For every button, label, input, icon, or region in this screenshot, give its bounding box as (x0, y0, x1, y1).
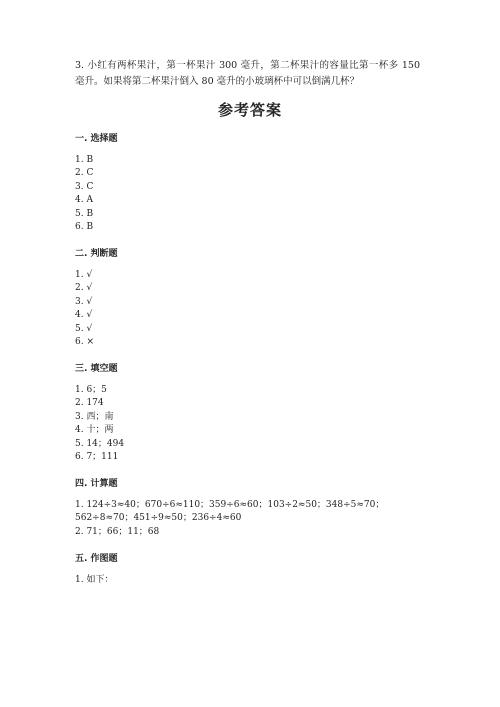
choice-answer-2: 2. C (75, 168, 94, 179)
judge-answer-2: 2. √ (75, 283, 93, 294)
choice-answer-1: 1. B (75, 155, 94, 165)
section-heading-calc: 四. 计算题 (75, 479, 118, 489)
section-heading-fill: 三. 填空题 (75, 364, 118, 374)
fill-answer-list (75, 384, 124, 464)
choice-answer-5: 5. B (75, 208, 94, 219)
judge-answer-5: 5. √ (75, 323, 93, 334)
fill-answer-2: 2. 174 (75, 398, 104, 409)
section-heading-choice: 一. 选择题 (75, 134, 118, 144)
judge-answer-1: 1. √ (75, 270, 93, 280)
section-heading-draw: 五. 作图题 (75, 554, 118, 564)
calc-answer-list (75, 499, 425, 539)
choice-answer-6: 6. B (75, 222, 94, 233)
fill-answer-6: 6. 7；111 (75, 452, 119, 463)
fill-answer-3: 3. 西；南 (75, 411, 114, 422)
fill-answer-1: 1. 6；5 (75, 385, 107, 395)
fill-answer-4: 4. 十；两 (75, 425, 114, 436)
word-problem-3: 3. 小红有两杯果汁，第一杯果汁 300 毫升，第二杯果汁的容量比第一杯多 150 毫升。如果将第二杯果汁倒入 80 毫升的小玻璃杯中可以倒满几杯？ (75, 60, 420, 87)
draw-answer-list (75, 574, 113, 587)
fill-answer-5: 5. 14；494 (75, 438, 125, 449)
judge-answer-4: 4. √ (75, 310, 93, 321)
calc-answer-2: 2. 71；66；11；68 (75, 526, 160, 537)
choice-answer-4: 4. A (75, 195, 93, 206)
judge-answer-list (75, 269, 94, 349)
draw-answer-1: 1. 如下： (75, 575, 114, 585)
judge-answer-6: 6. × (75, 337, 94, 348)
section-heading-judge: 二. 判断题 (75, 249, 118, 259)
answer-title: 参考答案 (217, 101, 282, 119)
choice-answer-list (75, 154, 93, 234)
choice-answer-3: 3. C (75, 181, 94, 192)
calc-answer-1: 1. 124÷3≈40；670÷6≈110；359÷6≈60；103÷2≈50；348÷5≈70；562÷8≈70；451÷9≈50；236÷4≈60 (75, 500, 385, 524)
judge-answer-3: 3. √ (75, 296, 93, 307)
